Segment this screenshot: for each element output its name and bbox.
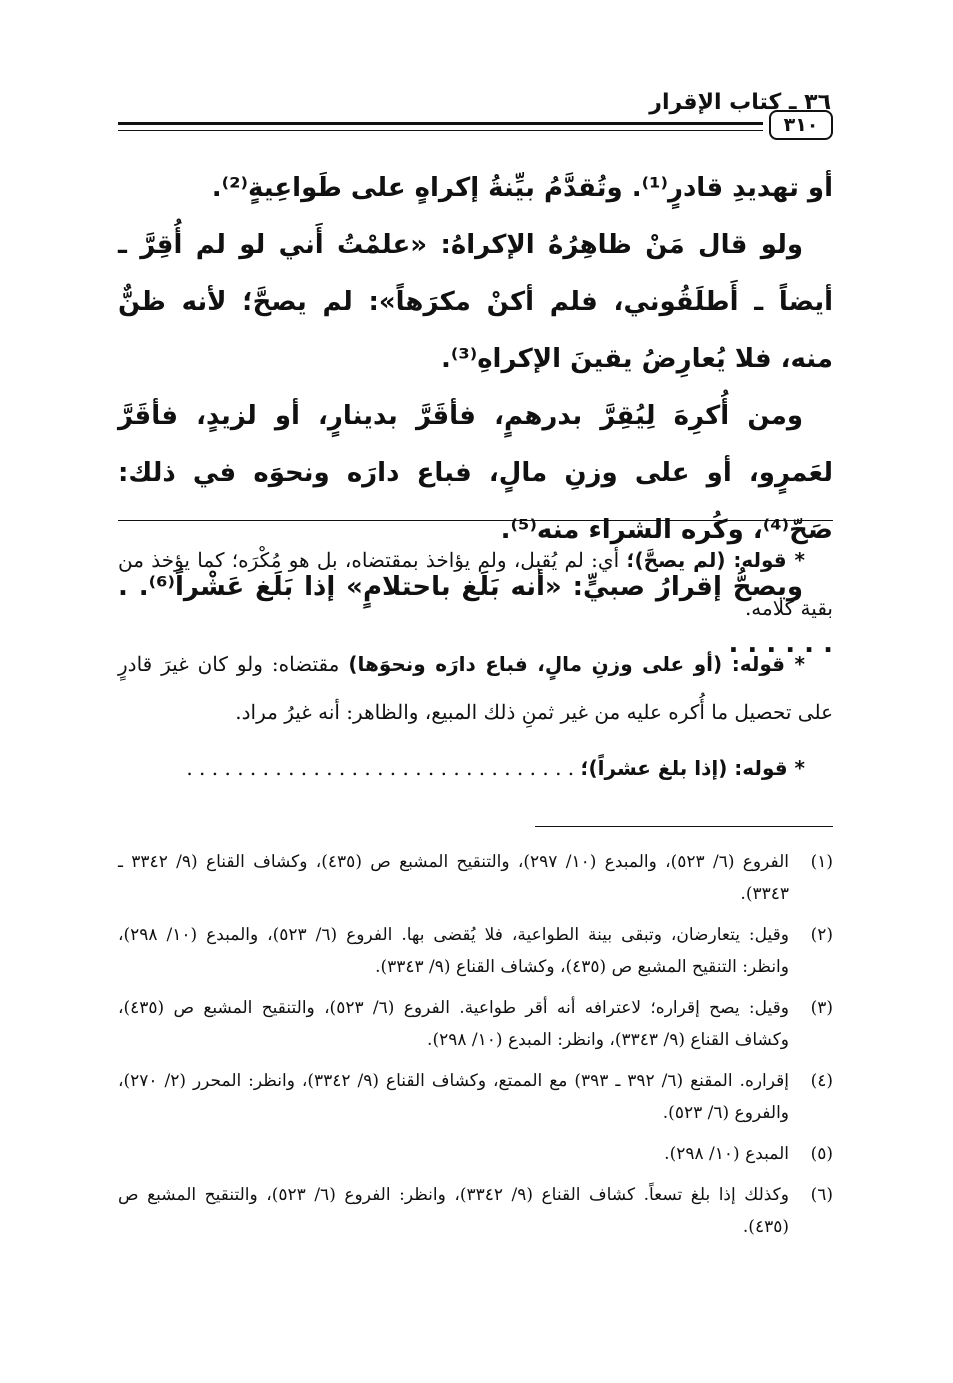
main-paragraph-1: أو تهديدِ قادرٍ⁽¹⁾. وتُقدَّمُ بيِّنةُ إكراهٍ على طَواعِيةٍ⁽²⁾. bbox=[211, 173, 833, 203]
footnote-number: (١) bbox=[810, 852, 833, 872]
main-separator bbox=[118, 520, 833, 521]
footnote-number: (٢) bbox=[810, 925, 833, 945]
footnote-number: (٦) bbox=[810, 1185, 833, 1205]
footnote bbox=[118, 846, 833, 910]
main-paragraph-3: ومن أُكرِهَ لِيُقِرَّ بدرهمٍ، فأقَرَّ بدينارٍ، أو لزيدٍ، فأقَرَّ لعَمرٍو، أو على وزنِ مالٍ، فباع دارَه ونحوَه في ذلك: صَحّ⁽⁴⁾، وكُره الشراء منه⁽⁵⁾. bbox=[118, 401, 833, 545]
footnote-text: الفروع (٦/ ٥٢٣)، والمبدع (١٠/ ٢٩٧)، والتنقيح المشبع ص (٤٣٥)، وكشاف القناع (٩/ ٣٣٤٢ ـ ٣٣٤٣). bbox=[118, 852, 790, 904]
footnote bbox=[118, 1179, 833, 1243]
chapter-title: ٣٦ ـ كتاب الإقرار bbox=[649, 90, 831, 115]
footnote bbox=[118, 1138, 833, 1170]
footnotes-section bbox=[118, 846, 833, 1252]
commentary-text: مقتضاه: ولو كان غيرَ قادرٍ على تحصيل ما أُكره عليه من غير ثمنِ ذلك المبيع، والظاهر: أنه غيرُ مراد. bbox=[118, 652, 833, 724]
footnote-text: المبدع (١٠/ ٢٩٨). bbox=[664, 1144, 789, 1164]
commentary-note-3 bbox=[118, 744, 833, 792]
footnote-text: وقيل: يتعارضان، وتبقى بينة الطواعية، فلا يُقضى بها. الفروع (٦/ ٥٢٣)، والمبدع (١٠/ ٢٩٨)، وانظر: التنقيح المشبع ص (٤٣٥)، وكشاف القناع (٩/ ٣٣٤٣). bbox=[118, 925, 789, 977]
page-header bbox=[118, 88, 833, 144]
header-rule bbox=[118, 122, 763, 131]
footnote-text: وقيل: يصح إقراره؛ لاعترافه أنه أقر طواعية. الفروع (٦/ ٥٢٣)، والتنقيح المشبع ص (٤٣٥)، وكشاف القناع (٩/ ٣٣٤٣)، وانظر: المبدع (١٠/ ٢٩٨). bbox=[118, 998, 789, 1050]
commentary-keyword: * قوله: (أو على وزنِ مالٍ، فباع دارَه ونحوَها) bbox=[348, 652, 805, 676]
main-paragraph-4: ويصحُّ إقرارُ صبيٍّ: «أنه بَلَغ باحتلامٍ» إذا بَلَغ عَشْراً⁽⁶⁾. . . . . . . . bbox=[118, 572, 833, 659]
commentary-section bbox=[118, 536, 833, 800]
main-paragraph-2: ولو قال مَنْ ظاهِرُهُ الإكراهُ: «علمْتُ أَني لو لم أُقِرَّ ـ أيضاً ـ أَطلَقُوني، فلم أكنْ مكرَهاً»: لم يصحَّ؛ لأنه ظنٌّ منه، فلا يُعارِضُ يقينَ الإكراهِ⁽³⁾. bbox=[118, 230, 833, 374]
commentary-note-2 bbox=[118, 640, 833, 736]
commentary-note-1 bbox=[118, 536, 833, 632]
footnote bbox=[118, 992, 833, 1056]
footnote bbox=[118, 919, 833, 983]
commentary-text: . . . . . . . . . . . . . . . . . . . . . . . . . . . . . . . bbox=[186, 756, 575, 780]
footnote-text: وكذلك إذا بلغ تسعاً. كشاف القناع (٩/ ٣٣٤٢)، وانظر: الفروع (٦/ ٥٢٣)، والتنقيح المشبع ص (٤٣٥). bbox=[118, 1185, 789, 1237]
footnote-number: (٣) bbox=[810, 998, 833, 1018]
page-number: ٣١٠ bbox=[769, 110, 833, 140]
footnote-separator bbox=[535, 826, 833, 827]
footnote-number: (٥) bbox=[810, 1144, 833, 1164]
footnote-number: (٤) bbox=[810, 1071, 833, 1091]
commentary-text: أي: لم يُقبل، ولم يؤاخذ بمقتضاه، بل هو مُكْرَه؛ كما يؤخذ من بقية كلامه. bbox=[118, 548, 833, 620]
commentary-keyword: * قوله: (لم يصحَّ)؛ bbox=[626, 548, 806, 572]
commentary-keyword: * قوله: (إذا بلغ عشراً)؛ bbox=[580, 756, 805, 780]
footnote-text: إقراره. المقنع (٦/ ٣٩٢ ـ ٣٩٣) مع الممتع، وكشاف القناع (٩/ ٣٣٤٢)، وانظر: المحرر (٢/ ٢٧٠)، والفروع (٦/ ٥٢٣). bbox=[118, 1071, 790, 1123]
footnote bbox=[118, 1065, 833, 1129]
